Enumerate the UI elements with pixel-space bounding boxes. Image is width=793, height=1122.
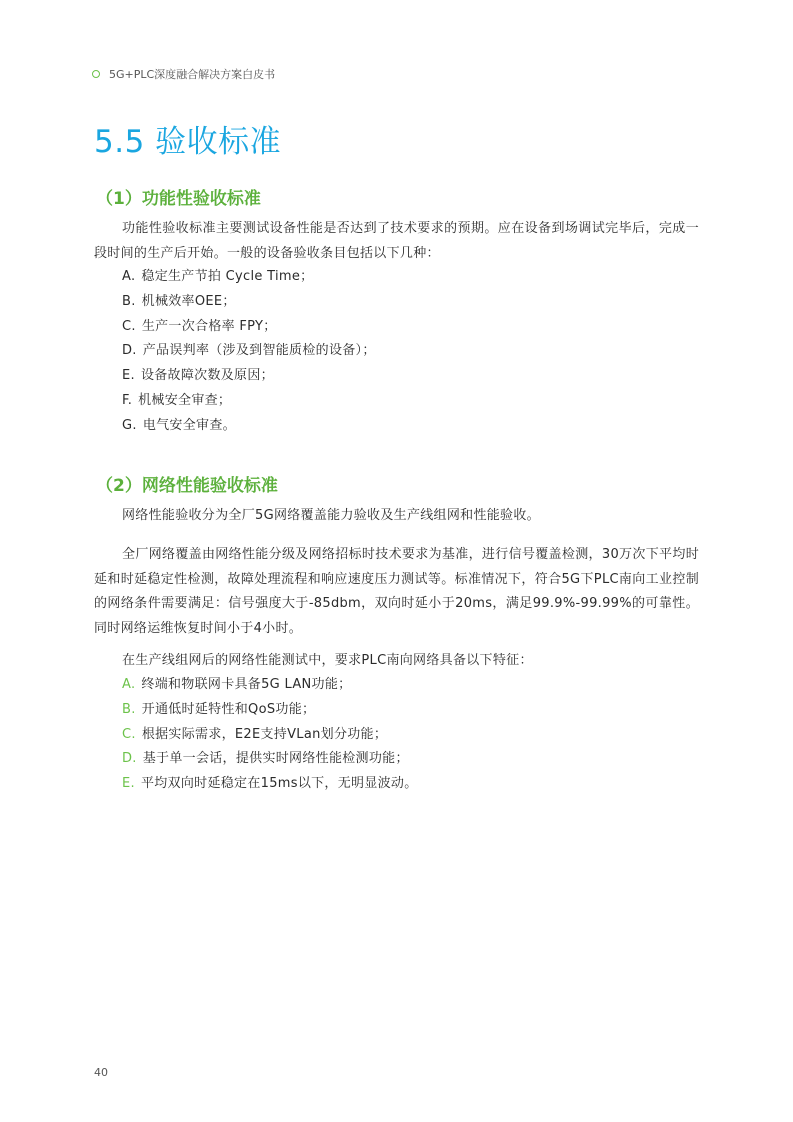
list-text: 机械安全审查；	[138, 392, 232, 408]
list-item	[122, 698, 418, 723]
list-item	[122, 315, 376, 340]
page-number: 40	[94, 1066, 108, 1079]
network-para-2: 全厂网络覆盖由网络性能分级及网络招标时技术要求为基准，进行信号覆盖检测，30万次下平均时延和时延稳定性检测，故障处理流程和响应速度压力测试等。标准情况下，符合5G下PLC南向工业控制的网络条件需要满足：信号强度大于-85dbm，双向时延小于20ms，满足99.9%-99.99%的可靠性。同时网络运维恢复时间小于4小时。	[94, 547, 699, 636]
list-text: 机械效率OEE；	[141, 293, 236, 309]
list-marker: B.	[122, 701, 136, 717]
list-text: 终端和物联网卡具备5G LAN功能；	[141, 677, 352, 692]
list-marker: B.	[122, 293, 136, 309]
running-header	[92, 66, 275, 82]
list-text: 生产一次合格率 FPY；	[141, 318, 277, 334]
list-marker: A.	[122, 677, 136, 692]
list-item	[122, 389, 376, 414]
list-item	[122, 290, 376, 315]
list-marker: E.	[122, 776, 135, 792]
list-item	[122, 339, 376, 364]
list-text: 设备故障次数及原因；	[140, 368, 274, 384]
list-text: 电气安全审查。	[142, 417, 236, 433]
list-text: 基于单一会话，提供实时网络性能检测功能；	[142, 751, 409, 767]
list-item	[122, 723, 418, 748]
functional-heading: （1）功能性验收标准	[96, 189, 261, 209]
header-title: 5G+PLC深度融合解决方案白皮书	[109, 68, 276, 81]
functional-list	[122, 265, 376, 439]
list-marker: D.	[122, 343, 137, 359]
list-item	[122, 673, 418, 698]
network-list	[122, 673, 418, 797]
list-text: 产品误判率（涉及到智能质检的设备）；	[142, 343, 376, 359]
list-item	[122, 364, 376, 389]
functional-intro: 功能性验收标准主要测试设备性能是否达到了技术要求的预期。应在设备到场调试完毕后，完成一段时间的生产后开始。一般的设备验收条目包括以下几种：	[94, 221, 699, 261]
list-marker: A.	[122, 269, 136, 284]
list-text: 稳定生产节拍 Cycle Time；	[141, 269, 314, 284]
list-marker: D.	[122, 751, 137, 767]
list-item	[122, 747, 418, 772]
list-item	[122, 414, 376, 439]
list-marker: C.	[122, 726, 136, 742]
list-marker: E.	[122, 368, 135, 384]
section-title: 5.5 验收标准	[94, 124, 282, 160]
network-para-3: 在生产线组网后的网络性能测试中，要求PLC南向网络具备以下特征：	[122, 653, 533, 668]
list-text: 根据实际需求，E2E支持VLan划分功能；	[141, 726, 388, 742]
list-text: 开通低时延特性和QoS功能；	[141, 701, 316, 717]
list-text: 平均双向时延稳定在15ms以下，无明显波动。	[140, 776, 418, 792]
list-marker: C.	[122, 318, 136, 334]
list-marker: G.	[122, 417, 137, 433]
list-item	[122, 265, 376, 290]
bullet-circle-icon	[92, 70, 100, 78]
network-para-1: 网络性能验收分为全厂5G网络覆盖能力验收及生产线组网和性能验收。	[122, 508, 540, 523]
network-heading: （2）网络性能验收标准	[96, 476, 278, 496]
list-item	[122, 772, 418, 797]
list-marker: F.	[122, 392, 133, 408]
